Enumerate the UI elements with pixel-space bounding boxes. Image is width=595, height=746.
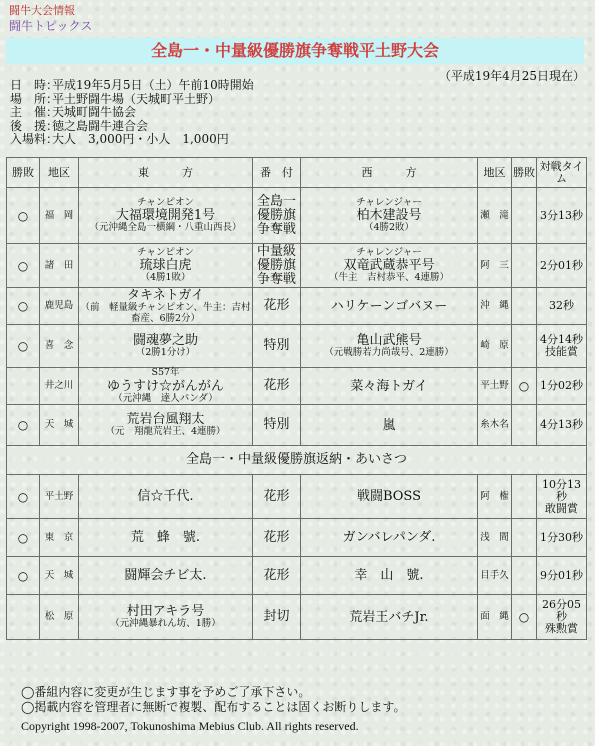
- bout-time: [537, 595, 587, 640]
- rank: [253, 595, 301, 640]
- area-west: 沖 縄: [478, 288, 512, 325]
- west-cell: [301, 519, 478, 557]
- info-value: 天城町闘牛協会: [52, 105, 137, 119]
- separator-row: [7, 446, 587, 475]
- bout-time: [537, 475, 587, 519]
- result-east: ○: [7, 325, 40, 368]
- bout-time: [537, 519, 587, 557]
- area-west: 浅 間: [478, 519, 512, 557]
- area-east: 喜 念: [40, 325, 79, 368]
- header-west: 西 方: [301, 158, 478, 188]
- west-cell: [301, 368, 478, 405]
- east-cell: [79, 557, 253, 595]
- rank-line: 争奪戦: [256, 221, 296, 237]
- west-prefix: チャレンジャー: [356, 246, 422, 258]
- bout-time: [537, 244, 587, 288]
- rank: [253, 368, 301, 405]
- time-line: 1分30秒: [540, 530, 583, 544]
- bout-time: [537, 325, 587, 368]
- rank-line: 花形: [263, 529, 290, 545]
- header-east: 東 方: [79, 158, 253, 188]
- result-east: ○: [7, 244, 40, 288]
- info-row: [10, 79, 254, 93]
- result-west: [512, 557, 537, 595]
- west-note: （牛主 吉村恭平、4連勝）: [328, 272, 450, 283]
- west-cell: [301, 244, 478, 288]
- east-prefix: チャンピオン: [137, 246, 194, 258]
- area-east: 福 岡: [40, 188, 79, 244]
- east-note: （元沖縄全島一横綱・八重山西長）: [89, 222, 242, 233]
- east-name: タキネトガイ: [127, 288, 204, 303]
- result-east: ○: [7, 288, 40, 325]
- result-east: [7, 368, 40, 405]
- east-name: 村田アキラ号: [126, 604, 205, 620]
- west-name: 菜々海トガイ: [350, 378, 428, 394]
- area-east: 諸 田: [40, 244, 79, 288]
- time-line: 敢闘賞: [545, 501, 578, 515]
- rank: [253, 244, 301, 288]
- result-east: ○: [7, 188, 40, 244]
- time-line: 4分14秒: [540, 333, 583, 346]
- area-east: 東 京: [40, 519, 79, 557]
- rank: [253, 475, 301, 519]
- area-east: 天 城: [40, 557, 79, 595]
- header-area-east: 地区: [40, 158, 79, 188]
- info-value: 大人 3,000円・小人 1,000円: [52, 132, 229, 146]
- west-cell: [301, 325, 478, 368]
- east-prefix: S57年: [151, 367, 180, 378]
- info-row: [10, 93, 254, 107]
- event-info: [10, 79, 254, 147]
- rank-line: 花形: [263, 378, 290, 393]
- east-cell: [79, 405, 253, 446]
- time-line: 2分01秒: [540, 258, 583, 272]
- west-cell: [301, 475, 478, 519]
- rank-line: 特別: [263, 338, 290, 353]
- area-east: 松 原: [40, 595, 79, 640]
- notes: [21, 685, 405, 714]
- east-cell: [79, 325, 253, 368]
- rank-line: 花形: [263, 567, 290, 583]
- result-west: [512, 325, 537, 368]
- time-line: 技能賞: [545, 345, 578, 358]
- info-value: 徳之島闘牛連合会: [52, 118, 149, 133]
- east-prefix: チャンピオン: [137, 196, 194, 208]
- time-line: 4分13秒: [540, 418, 583, 431]
- rank-line: 花形: [263, 488, 290, 504]
- result-west: [512, 519, 537, 557]
- result-west: ○: [512, 368, 537, 405]
- rank: [253, 557, 301, 595]
- west-prefix: チャレンジャー: [356, 196, 422, 208]
- table-row: [7, 595, 587, 640]
- result-east: ○: [7, 519, 40, 557]
- west-name: ガンバレパンダ.: [342, 530, 436, 545]
- west-cell: [301, 557, 478, 595]
- info-key: 場 所：: [10, 91, 59, 106]
- rank: [253, 288, 301, 325]
- result-west: [512, 475, 537, 519]
- rank-line: 封切: [263, 609, 290, 624]
- west-name: 戦闘BOSS: [356, 489, 422, 504]
- area-west: 阿 三: [478, 244, 512, 288]
- note-change: ◯番組内容に変更が生じます事を予めご了承下さい。: [21, 685, 311, 699]
- area-west: 目手久: [478, 557, 512, 595]
- result-east: ○: [7, 557, 40, 595]
- west-cell: [301, 188, 478, 244]
- area-west: 阿 権: [478, 475, 512, 519]
- rank-line: 優勝旗: [256, 257, 296, 273]
- rank-line: 特別: [263, 417, 290, 432]
- east-note: （元沖縄暴れん坊、1勝）: [110, 618, 221, 630]
- info-key: 日 時：: [10, 78, 59, 92]
- area-east: 井之川: [40, 368, 79, 405]
- east-name: 闘輝会チビ太.: [124, 568, 207, 583]
- east-cell: [79, 475, 253, 519]
- area-west: 平土野: [478, 368, 512, 405]
- east-note: （4勝1敗）: [140, 272, 191, 283]
- info-key: 後 援：: [10, 118, 59, 133]
- west-cell: [301, 288, 478, 325]
- result-west: [512, 288, 537, 325]
- east-cell: [79, 595, 253, 640]
- table-row: [7, 368, 587, 405]
- rank: [253, 519, 301, 557]
- rank-line: 全島一: [256, 193, 296, 209]
- breadcrumb-topics[interactable]: 闘牛トピックス: [9, 19, 93, 33]
- rank-line: 争奪戦: [256, 271, 296, 287]
- table-row: [7, 405, 587, 446]
- time-line: 32秒: [549, 299, 574, 312]
- east-name: 荒 蜂 號.: [130, 530, 201, 545]
- bout-time: [537, 188, 587, 244]
- rank: [253, 188, 301, 244]
- west-cell: [301, 405, 478, 446]
- west-cell: [301, 595, 478, 640]
- bout-time: [537, 557, 587, 595]
- east-name: 信☆千代.: [137, 489, 194, 504]
- result-east: [7, 595, 40, 640]
- result-west: ○: [512, 595, 537, 640]
- west-note: （元戦勝若力尚哉号、2連勝）: [324, 347, 454, 359]
- west-note: （4勝2敗）: [363, 222, 415, 233]
- rank: [253, 325, 301, 368]
- copyright: Copyright 1998-2007, Tokunoshima Mebius Club. All rights reserved.: [21, 719, 359, 733]
- header-area-west: 地区: [478, 158, 512, 188]
- result-east: ○: [7, 405, 40, 446]
- east-cell: [79, 188, 253, 244]
- result-west: [512, 244, 537, 288]
- area-east: 平土野: [40, 475, 79, 519]
- table-row: [7, 325, 587, 368]
- header-time: 対戦タイム: [537, 158, 587, 188]
- east-note: （前 軽量級チャンピオン、牛主：吉村畜産、6勝2分）: [80, 302, 251, 324]
- area-west: 崎 原: [478, 325, 512, 368]
- east-name: 大福環境開発1号: [115, 208, 216, 223]
- result-west: [512, 188, 537, 244]
- east-name: ゆうすけ☆がんがん: [106, 378, 224, 394]
- result-west: [512, 405, 537, 446]
- rank-line: 中量級: [256, 243, 296, 259]
- info-row: [10, 120, 254, 134]
- bout-time: [537, 405, 587, 446]
- header-result-east: 勝敗: [7, 158, 40, 188]
- area-east: 天 城: [40, 405, 79, 446]
- header-rank: 番 付: [253, 158, 301, 188]
- note-copyright-policy: ◯掲載内容を管理者に無断で複製、配布することは固くお断りします。: [21, 699, 406, 714]
- rank-line: 優勝旗: [256, 207, 296, 223]
- info-key: 主 催：: [10, 105, 59, 119]
- east-cell: [79, 519, 253, 557]
- time-line: 26分05秒: [542, 598, 581, 623]
- info-value: 平土野闘牛場（天城町平土野）: [52, 91, 221, 106]
- time-line: 1分02秒: [540, 379, 583, 392]
- east-note: （2勝1分け）: [135, 347, 196, 359]
- west-name: 荒岩王バチJr.: [349, 609, 429, 625]
- time-line: 殊勲賞: [545, 622, 578, 635]
- separator-text: 全島一・中量級優勝旗返納・あいさつ: [7, 446, 587, 475]
- east-cell: [79, 368, 253, 405]
- info-key: 入場料：: [10, 132, 59, 146]
- table-row: [7, 188, 587, 244]
- table-row: [7, 519, 587, 557]
- table-row: [7, 288, 587, 325]
- east-name: 琉球白虎: [139, 258, 192, 273]
- area-west: 面 縄: [478, 595, 512, 640]
- info-row: [10, 133, 254, 147]
- time-line: 3分13秒: [540, 208, 583, 222]
- time-line: 9分01秒: [540, 568, 583, 582]
- result-east: ○: [7, 475, 40, 519]
- table-header-row: [7, 158, 587, 188]
- east-note: （元沖縄 達人パンダ）: [113, 392, 218, 404]
- rank: [253, 405, 301, 446]
- as-of-date: （平成19年4月25日現在）: [438, 69, 585, 83]
- bout-table: [6, 157, 587, 640]
- east-name: 荒岩台風翔太: [126, 412, 205, 428]
- info-value: 平成19年5月5日（土）午前10時開始: [52, 78, 254, 92]
- west-name: 幸 山 號.: [354, 568, 424, 583]
- west-name: 亀山武熊号: [356, 333, 422, 349]
- area-west: 糸木名: [478, 405, 512, 446]
- east-name: 闘魂夢之助: [132, 333, 198, 349]
- breadcrumb-event-info[interactable]: 闘牛大会情報: [9, 4, 75, 17]
- rank-line: 花形: [263, 298, 290, 313]
- table-row: [7, 557, 587, 595]
- bout-time: [537, 368, 587, 405]
- bout-time: [537, 288, 587, 325]
- west-name: 双竜武蔵恭平号: [343, 258, 435, 273]
- west-name: 嵐: [382, 417, 396, 433]
- info-row: [10, 106, 254, 120]
- east-cell: [79, 244, 253, 288]
- east-cell: [79, 288, 253, 325]
- header-result-west: 勝敗: [512, 158, 537, 188]
- table-row: [7, 475, 587, 519]
- west-name: 柏木建設号: [356, 208, 422, 223]
- time-line: 10分13秒: [542, 477, 581, 503]
- table-row: [7, 244, 587, 288]
- page-title: 全島一・中量級優勝旗争奪戦平土野大会: [6, 38, 584, 64]
- east-note: （元 翔龍荒岩王、4連勝）: [105, 426, 226, 438]
- area-east: 鹿児島: [40, 288, 79, 325]
- area-west: 瀬 滝: [478, 188, 512, 244]
- west-name: ハリケーンゴバヌー: [330, 298, 448, 314]
